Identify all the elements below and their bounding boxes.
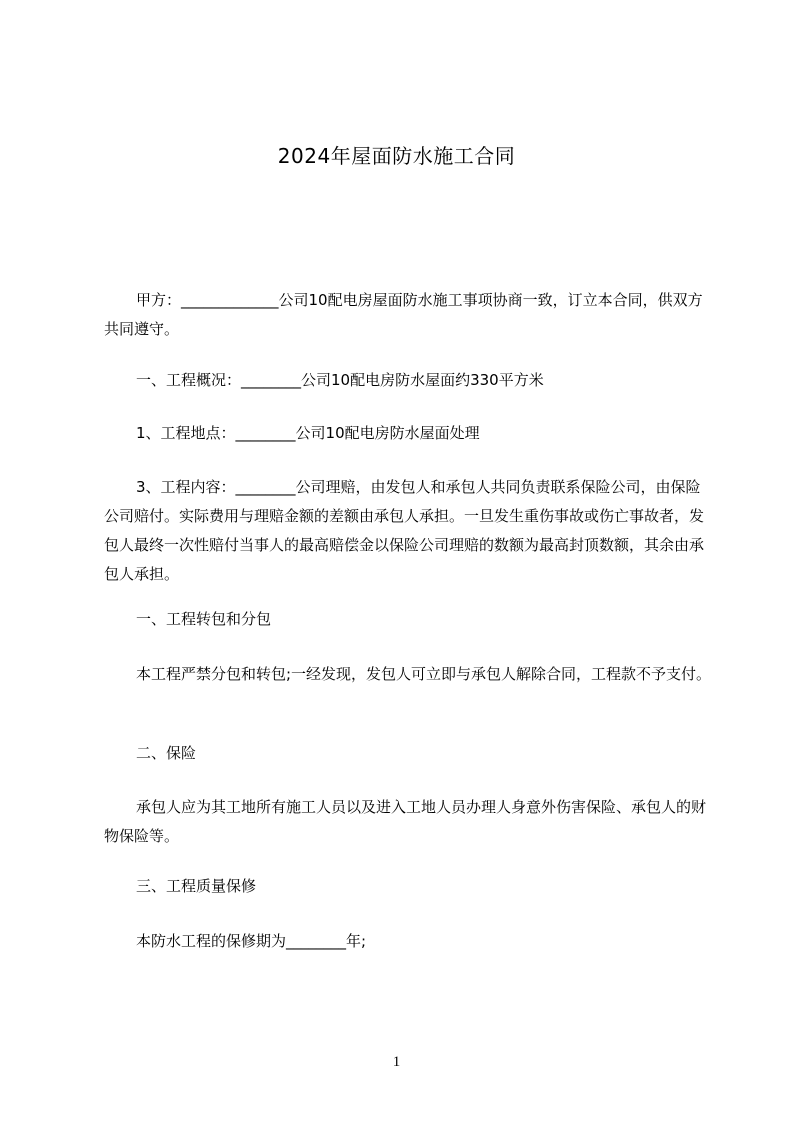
section-overview: 一、工程概况：________公司10配电房防水屋面约330平方米	[136, 371, 544, 389]
warranty-paragraph: 本防水工程的保修期为________年;	[136, 932, 367, 950]
item-location: 1、工程地点：________公司10配电房防水屋面处理	[136, 424, 480, 442]
section-warranty-heading: 三、工程质量保修	[136, 877, 257, 895]
intro-paragraph: 甲方：_____________公司10配电房屋面防水施工事项协商一致，订立本合同，供双方共同遵守。	[104, 291, 703, 338]
document-title: 2024年屋面防水施工合同	[277, 144, 516, 168]
subcontract-paragraph: 本工程严禁分包和转包;一经发现，发包人可立即与承包人解除合同，工程款不予支付。	[136, 665, 712, 683]
page-number: 1	[392, 1054, 401, 1070]
item-content-paragraph: 3、工程内容：________公司理赔，由发包人和承包人共同负责联系保险公司，由保险公司赔付。实际费用与理赔金额的差额由承包人承担。一旦发生重伤事故或伤亡事故者，发包人最终一次性赔付当事人的最高赔偿金以保险公司理赔的数额为最高封顶数额，其余由承包人承担。	[104, 478, 705, 583]
section-subcontract-heading: 一、工程转包和分包	[136, 610, 272, 628]
section-insurance-heading: 二、保险	[136, 744, 197, 762]
insurance-paragraph: 承包人应为其工地所有施工人员以及进入工地人员办理人身意外伤害保险、承包人的财物保险等。	[104, 798, 707, 845]
